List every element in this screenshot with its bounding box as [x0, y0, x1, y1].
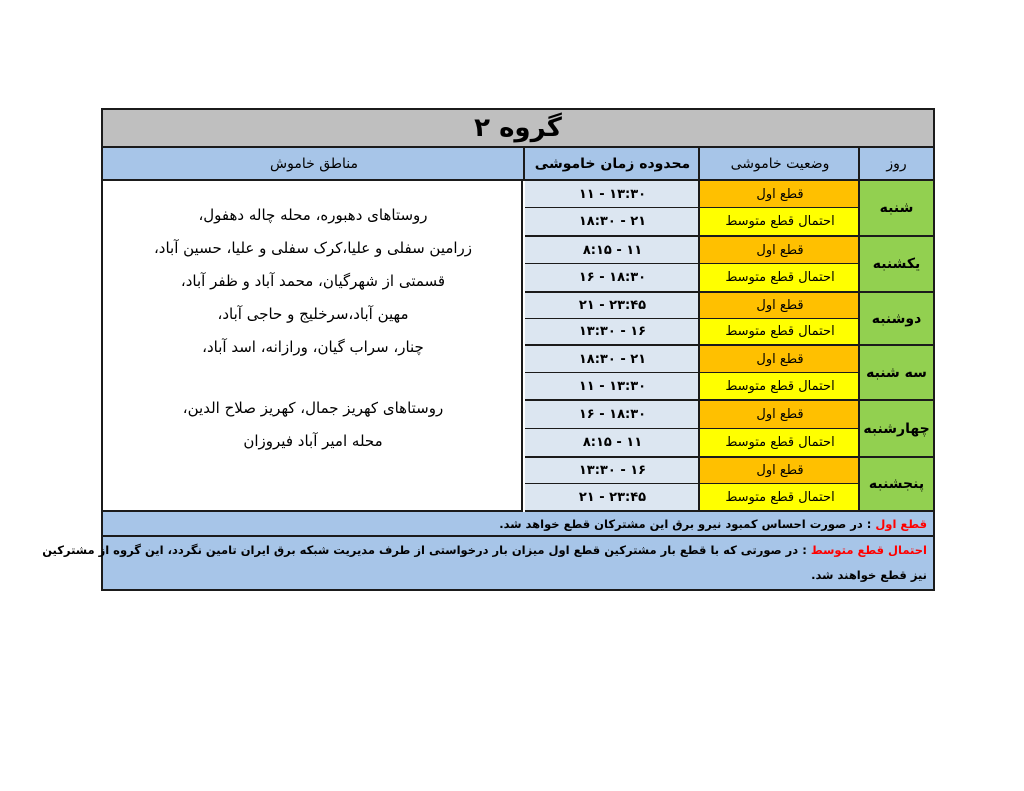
header-day: روز — [860, 148, 933, 181]
time-cell: ۱۸:۳۰ - ۲۱ — [525, 346, 700, 373]
time-cell: ۱۱ - ۱۳:۳۰ — [525, 181, 700, 208]
status-cell: احتمال قطع متوسط — [700, 484, 860, 512]
area-line: زرامین سفلی و علیا،کرک سفلی و علیا، حسین آباد، — [153, 239, 473, 257]
note-label: قطع اول — [875, 517, 927, 531]
column-divider — [698, 181, 700, 512]
area-line: مهین آباد،سرخلیج و حاجی آباد، — [217, 305, 409, 323]
note-medium-cut — [42, 537, 933, 589]
day-cell: چهارشنبه — [860, 401, 933, 458]
time-cell: ۱۳:۳۰ - ۱۶ — [525, 319, 700, 346]
day-cell: پنجشنبه — [860, 458, 933, 512]
status-cell: قطع اول — [700, 346, 860, 373]
time-cell: ۱۳:۳۰ - ۱۶ — [525, 458, 700, 484]
status-cell: احتمال قطع متوسط — [700, 264, 860, 293]
header-divider — [858, 148, 860, 181]
status-cell: احتمال قطع متوسط — [700, 429, 860, 458]
time-cell: ۲۱ - ۲۳:۴۵ — [525, 484, 700, 512]
status-cell: قطع اول — [700, 237, 860, 264]
day-cell: دوشنبه — [860, 293, 933, 346]
header-time-range: محدوده زمان خاموشی — [525, 148, 700, 181]
status-cell: احتمال قطع متوسط — [700, 373, 860, 401]
area-line: چنار، سراب گیان، ورازانه، اسد آباد، — [202, 338, 424, 356]
header-areas: مناطق خاموش — [103, 148, 525, 181]
time-cell: ۱۶ - ۱۸:۳۰ — [525, 264, 700, 293]
day-cell: سه شنبه — [860, 346, 933, 401]
time-cell: ۸:۱۵ - ۱۱ — [525, 429, 700, 458]
note-first-cut — [103, 512, 933, 537]
column-divider — [858, 181, 860, 512]
note-text: : در صورتی که با قطع بار مشترکین قطع اول میزان بار درخواستی از طرف مدیریت شبکه برق ایران تامین نگردد، این گروه از مشترکین — [42, 543, 811, 557]
status-cell: قطع اول — [700, 401, 860, 429]
time-cell: ۱۱ - ۱۳:۳۰ — [525, 373, 700, 401]
status-cell: احتمال قطع متوسط — [700, 208, 860, 237]
area-line: قسمتی از شهرگیان، محمد آباد و ظفر آباد، — [180, 272, 446, 290]
status-cell: قطع اول — [700, 293, 860, 319]
time-cell: ۱۶ - ۱۸:۳۰ — [525, 401, 700, 429]
status-cell: قطع اول — [700, 458, 860, 484]
day-cell: یکشنبه — [860, 237, 933, 293]
area-line: روستاهای دهبوره، محله چاله دهفول، — [198, 206, 428, 224]
area-line: محله امیر آباد فیروزان — [243, 432, 383, 450]
time-cell: ۱۸:۳۰ - ۲۱ — [525, 208, 700, 237]
group-title: گروه ۲ — [103, 110, 933, 148]
status-cell: احتمال قطع متوسط — [700, 319, 860, 346]
header-status: وضعیت خاموشی — [700, 148, 860, 181]
status-cell: قطع اول — [700, 181, 860, 208]
day-cell: شنبه — [860, 181, 933, 237]
time-cell: ۲۱ - ۲۳:۴۵ — [525, 293, 700, 319]
note-text: نیز قطع خواهند شد. — [811, 568, 927, 582]
header-divider — [698, 148, 700, 181]
areas-cell — [103, 181, 523, 512]
note-text: : در صورت احساس کمبود نیرو برق این مشترکان قطع خواهد شد. — [499, 517, 876, 531]
area-line: روستاهای کهریز جمال، کهریز صلاح الدین، — [182, 399, 444, 417]
note-label: احتمال قطع متوسط — [810, 543, 927, 557]
header-divider — [523, 148, 525, 181]
time-cell: ۸:۱۵ - ۱۱ — [525, 237, 700, 264]
schedule-sheet — [42, 108, 935, 591]
